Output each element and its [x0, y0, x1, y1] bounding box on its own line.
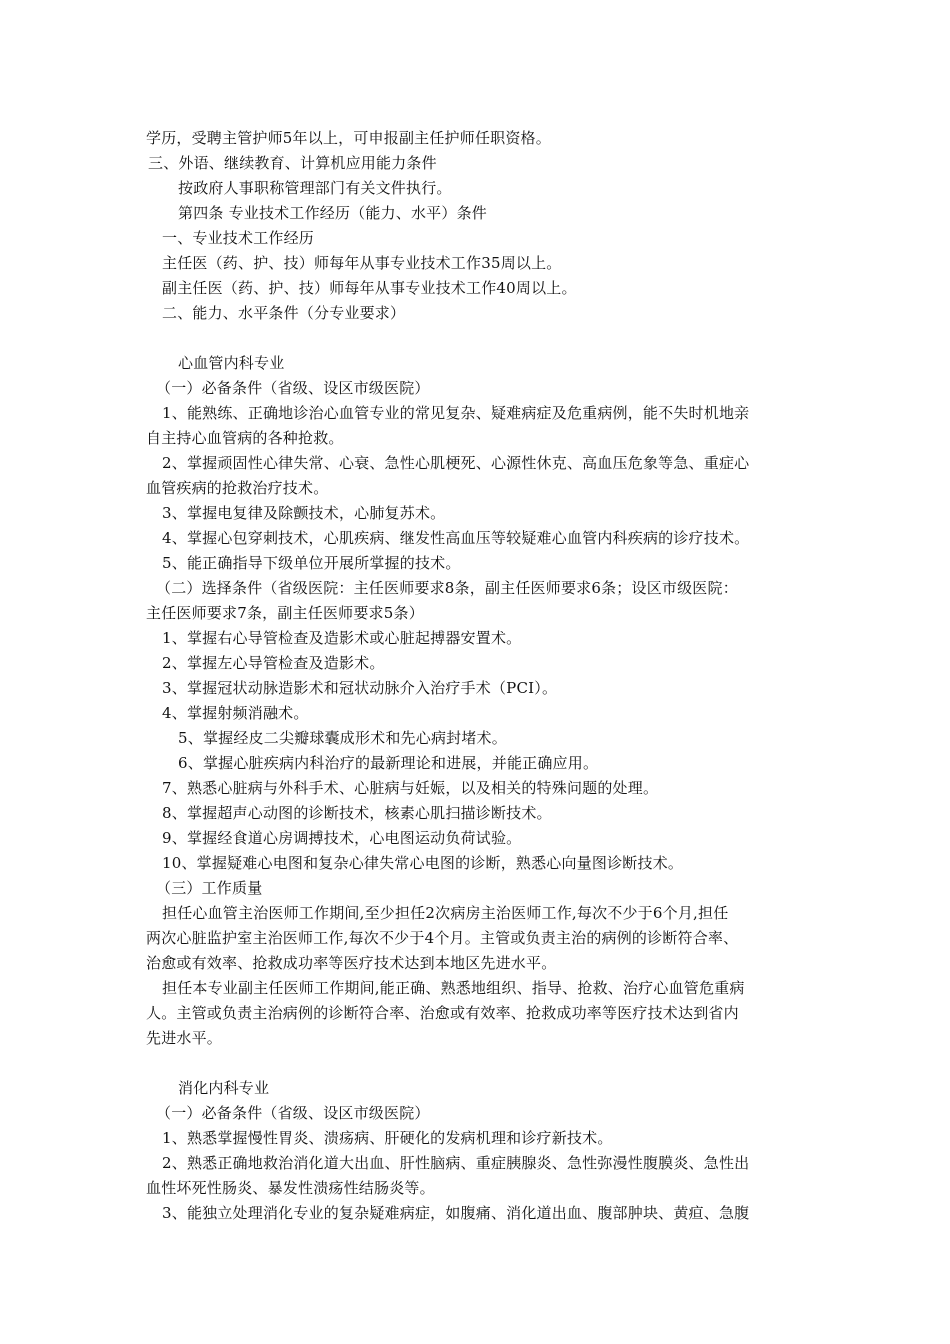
section-heading: 一、专业技术工作经历	[162, 229, 315, 247]
text-line: 主任医（药、护、技）师每年从事专业技术工作35周以上。	[162, 254, 562, 272]
text-line: 血管疾病的抢救治疗技术。	[146, 479, 329, 497]
text-line: 治愈或有效率、抢救成功率等医疗技术达到本地区先进水平。	[146, 954, 557, 972]
section-heading: 三、外语、继续教育、计算机应用能力条件	[148, 154, 437, 172]
list-item: 2、掌握左心导管检查及造影术。	[162, 654, 385, 672]
list-item: 2、熟悉正确地救治消化道大出血、肝性脑病、重症胰腺炎、急性弥漫性腹膜炎、急性出	[162, 1154, 750, 1172]
text-line: 按政府人事职称管理部门有关文件执行。	[178, 179, 452, 197]
list-item: 7、熟悉心脏病与外科手术、心脏病与妊娠，以及相关的特殊问题的处理。	[162, 779, 659, 797]
list-item: 4、掌握心包穿刺技术，心肌疾病、继发性高血压等较疑难心血管内科疾病的诊疗技术。	[162, 529, 750, 547]
list-item: 5、能正确指导下级单位开展所掌握的技术。	[162, 554, 461, 572]
text-line: 副主任医（药、护、技）师每年从事专业技术工作40周以上。	[162, 279, 577, 297]
list-item: 10、掌握疑难心电图和复杂心律失常心电图的诊断，熟悉心向量图诊断技术。	[162, 854, 684, 872]
list-item: 3、能独立处理消化专业的复杂疑难病症，如腹痛、消化道出血、腹部肿块、黄疸、急腹	[162, 1204, 750, 1222]
text-line: 两次心脏监护室主治医师工作,每次不少于4个月。主管或负责主治的病例的诊断符合率、	[146, 929, 739, 947]
text-line: 学历，受聘主管护师5年以上，可申报副主任护师任职资格。	[146, 129, 551, 147]
article-heading: 第四条 专业技术工作经历（能力、水平）条件	[178, 204, 487, 222]
list-item: 4、掌握射频消融术。	[162, 704, 309, 722]
list-item: 3、掌握冠状动脉造影术和冠状动脉介入治疗手术（PCI）。	[162, 679, 558, 697]
specialty-heading: 心血管内科专业	[178, 354, 285, 372]
list-item: 3、掌握电复律及除颤技术，心肺复苏术。	[162, 504, 446, 522]
section-heading: 二、能力、水平条件（分专业要求）	[162, 304, 406, 322]
list-item: 1、掌握右心导管检查及造影术或心脏起搏器安置术。	[162, 629, 522, 647]
subsection-heading: （一）必备条件（省级、设区市级医院）	[156, 1104, 430, 1122]
list-item: 1、熟悉掌握慢性胃炎、溃疡病、肝硬化的发病机理和诊疗新技术。	[162, 1129, 613, 1147]
text-line: 主任医师要求7条，副主任医师要求5条）	[146, 604, 424, 622]
list-item: 8、掌握超声心动图的诊断技术，核素心肌扫描诊断技术。	[162, 804, 552, 822]
text-line: 自主持心血管病的各种抢救。	[146, 429, 344, 447]
text-line: 担任本专业副主任医师工作期间,能正确、熟悉地组织、指导、抢救、治疗心血管危重病	[162, 979, 745, 997]
subsection-heading: （二）选择条件（省级医院：主任医师要求8条，副主任医师要求6条；设区市级医院：	[156, 579, 738, 597]
list-item: 9、掌握经食道心房调搏技术，心电图运动负荷试验。	[162, 829, 522, 847]
list-item: 5、掌握经皮二尖瓣球囊成形术和先心病封堵术。	[178, 729, 507, 747]
text-line: 血性坏死性肠炎、暴发性溃疡性结肠炎等。	[146, 1179, 435, 1197]
specialty-heading: 消化内科专业	[178, 1079, 270, 1097]
subsection-heading: （一）必备条件（省级、设区市级医院）	[156, 379, 430, 397]
list-item: 1、能熟练、正确地诊治心血管专业的常见复杂、疑难病症及危重病例，能不失时机地亲	[162, 404, 750, 422]
list-item: 6、掌握心脏疾病内科治疗的最新理论和进展，并能正确应用。	[178, 754, 599, 772]
text-line: 担任心血管主治医师工作期间,至少担任2次病房主治医师工作,每次不少于6个月,担任	[162, 904, 729, 922]
subsection-heading: （三）工作质量	[156, 879, 263, 897]
text-line: 先进水平。	[146, 1029, 223, 1047]
text-line: 人。主管或负责主治病例的诊断符合率、治愈或有效率、抢救成功率等医疗技术达到省内	[146, 1004, 739, 1022]
list-item: 2、掌握顽固性心律失常、心衰、急性心肌梗死、心源性休克、高血压危象等急、重症心	[162, 454, 750, 472]
